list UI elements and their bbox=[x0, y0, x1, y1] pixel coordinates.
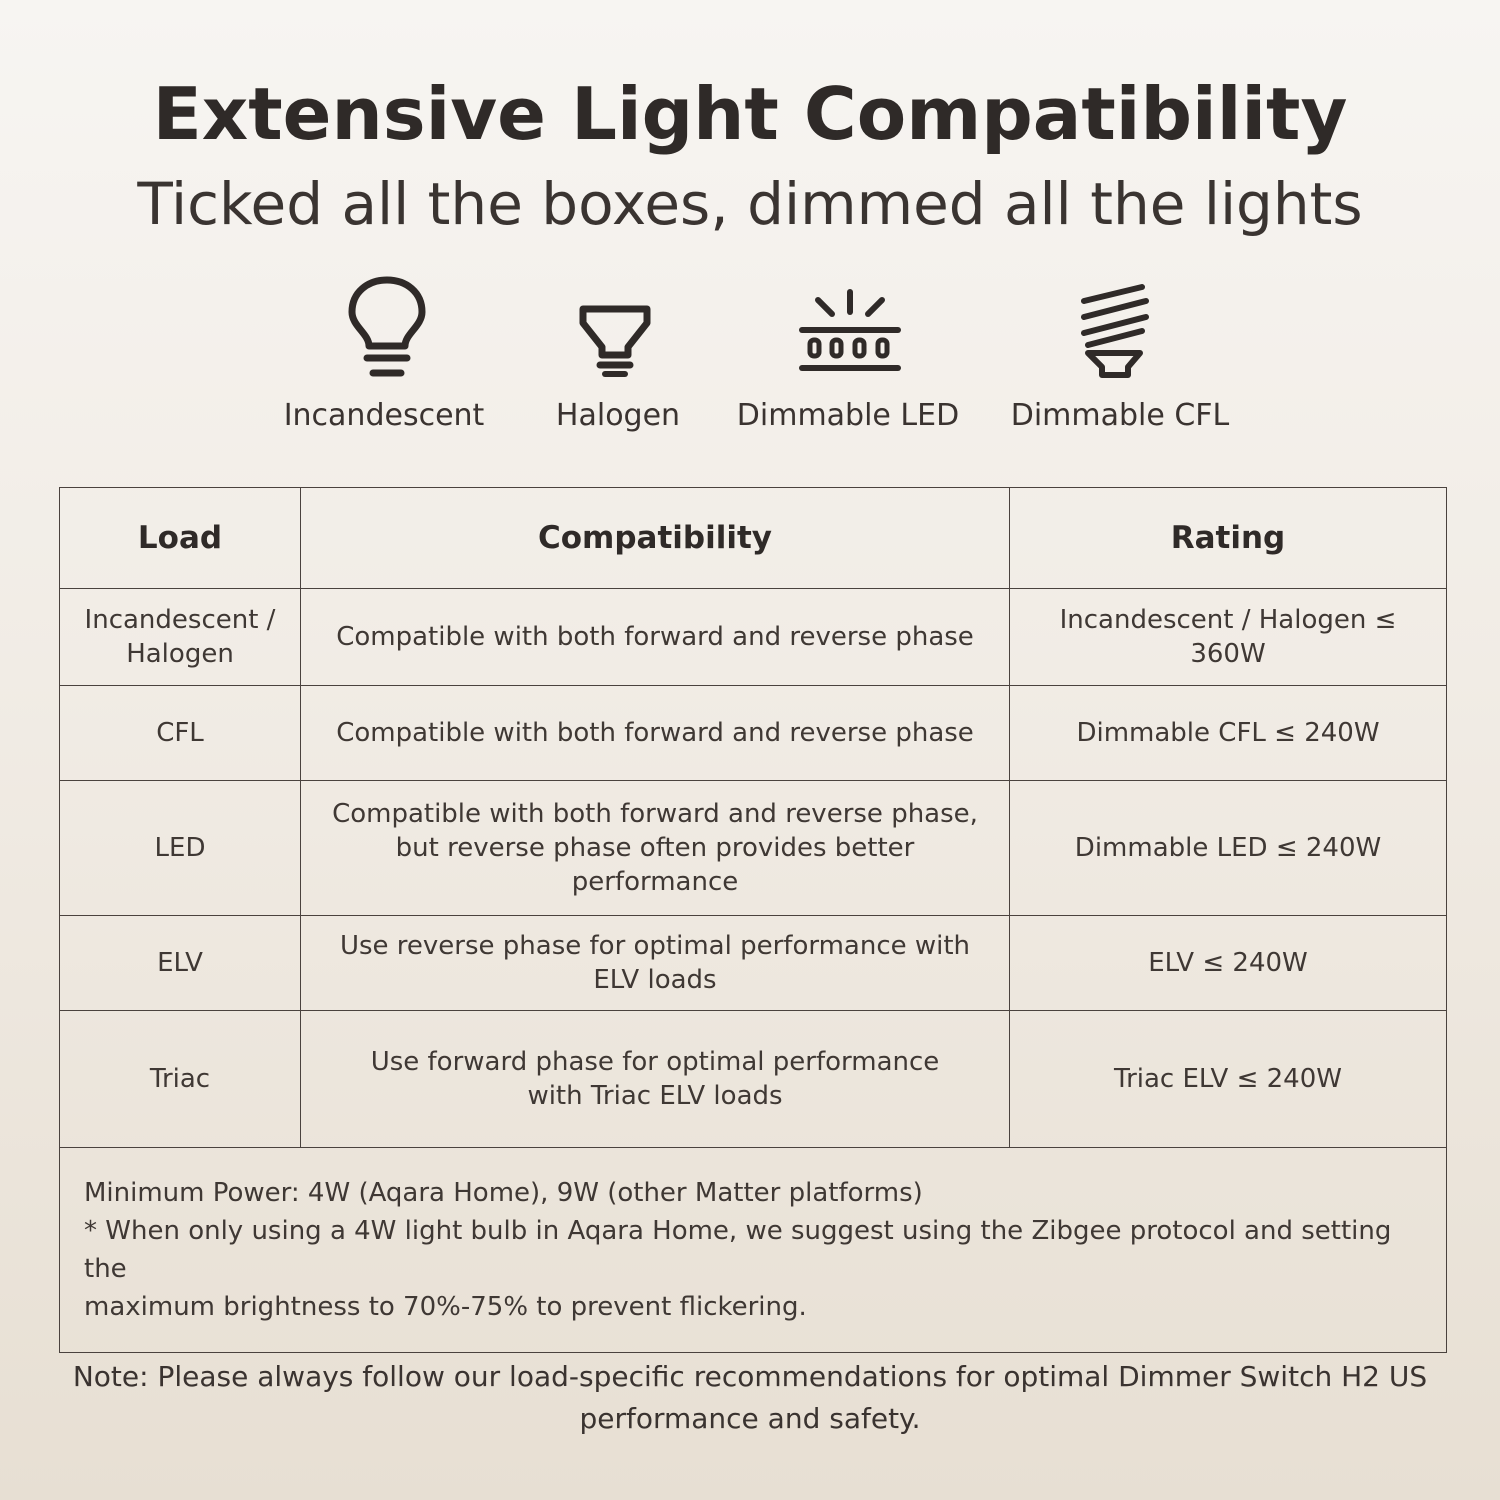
table-footnote-row bbox=[60, 1148, 1447, 1353]
compat-text: Use reverse phase for optimal performance with bbox=[339, 931, 971, 961]
compat-cell bbox=[301, 686, 1010, 781]
table-row bbox=[60, 781, 1447, 916]
icon-label-incandescent: Incandescent bbox=[283, 398, 485, 433]
load-cell bbox=[60, 916, 301, 1011]
footnote-cell bbox=[60, 1148, 1447, 1353]
page-title: Extensive Light Compatibility bbox=[152, 72, 1348, 156]
load-text: ELV bbox=[157, 948, 203, 978]
load-cell bbox=[60, 589, 301, 686]
dimmable-cfl-icon bbox=[1076, 283, 1152, 381]
footnote-line: Minimum Power: 4W (Aqara Home), 9W (other Matter platforms) bbox=[84, 1178, 923, 1208]
compat-text: with Triac ELV loads bbox=[527, 1081, 783, 1111]
header-compatibility: Compatibility bbox=[301, 488, 1010, 589]
footnote-line: maximum brightness to 70%-75% to prevent flickering. bbox=[84, 1292, 807, 1322]
load-cell bbox=[60, 686, 301, 781]
compat-cell bbox=[301, 1011, 1010, 1148]
rating-cell: Dimmable LED ≤ 240W bbox=[1010, 781, 1447, 916]
compat-text: Compatible with both forward and reverse phase bbox=[336, 718, 974, 748]
icon-label-halogen: Halogen bbox=[555, 398, 681, 433]
compat-cell bbox=[301, 781, 1010, 916]
incandescent-bulb-icon bbox=[342, 276, 432, 384]
rating-cell: Dimmable CFL ≤ 240W bbox=[1010, 686, 1447, 781]
load-cell bbox=[60, 781, 301, 916]
header-load: Load bbox=[60, 488, 301, 589]
footnote-line: * When only using a 4W light bulb in Aqara Home, we suggest using the Zibgee protocol and setting the bbox=[84, 1216, 1392, 1284]
table-row bbox=[60, 686, 1447, 781]
table-row bbox=[60, 1011, 1447, 1148]
halogen-bulb-icon bbox=[578, 303, 652, 379]
table-header-row bbox=[60, 488, 1447, 589]
load-text: Halogen bbox=[126, 639, 234, 669]
compat-text: Use forward phase for optimal performance bbox=[370, 1047, 940, 1077]
table-row bbox=[60, 916, 1447, 1011]
page-subtitle: Ticked all the boxes, dimmed all the lights bbox=[137, 170, 1363, 238]
rating-cell: Triac ELV ≤ 240W bbox=[1010, 1011, 1447, 1148]
rating-cell: ELV ≤ 240W bbox=[1010, 916, 1447, 1011]
compat-cell bbox=[301, 916, 1010, 1011]
load-text: CFL bbox=[156, 718, 204, 748]
load-text: LED bbox=[154, 833, 206, 863]
rating-cell: Incandescent / Halogen ≤ 360W bbox=[1010, 589, 1447, 686]
header-rating: Rating bbox=[1010, 488, 1447, 589]
note-line: Note: Please always follow our load-specific recommendations for optimal Dimmer Switch H2 US bbox=[72, 1360, 1428, 1393]
compat-text: Compatible with both forward and reverse phase, bbox=[332, 799, 978, 829]
note-line: performance and safety. bbox=[579, 1402, 921, 1435]
load-cell bbox=[60, 1011, 301, 1148]
compat-text: but reverse phase often provides better performance bbox=[395, 833, 915, 897]
compat-text: Compatible with both forward and reverse phase bbox=[336, 622, 974, 652]
compat-cell bbox=[301, 589, 1010, 686]
dimmable-led-icon bbox=[798, 288, 902, 374]
icon-label-dimmable-led: Dimmable LED bbox=[736, 398, 960, 433]
table-row bbox=[60, 589, 1447, 686]
load-text: Triac bbox=[149, 1064, 211, 1094]
load-text: Incandescent / bbox=[84, 605, 276, 635]
compatibility-table bbox=[59, 487, 1447, 1353]
bottom-note bbox=[60, 1356, 1440, 1440]
icon-label-dimmable-cfl: Dimmable CFL bbox=[1010, 398, 1230, 433]
compat-text: ELV loads bbox=[593, 965, 717, 995]
